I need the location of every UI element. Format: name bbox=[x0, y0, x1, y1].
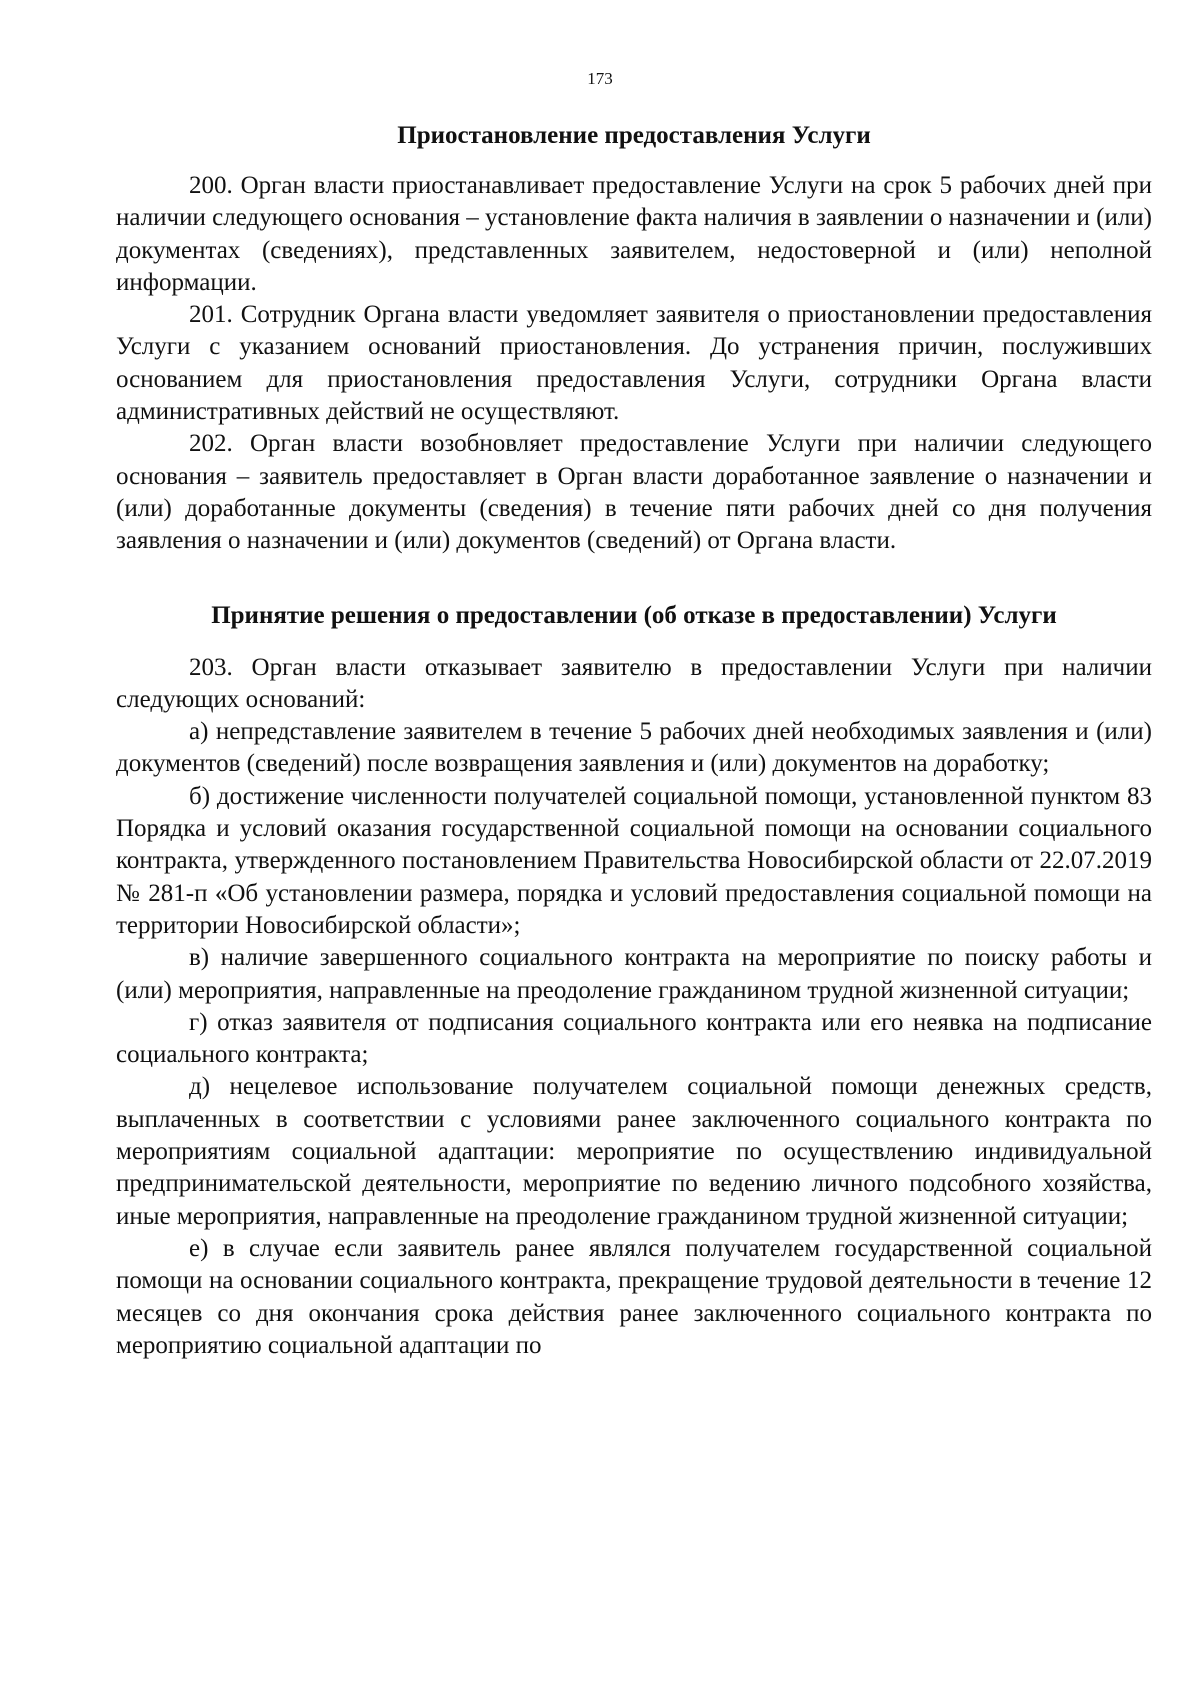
paragraph-201: 201. Сотрудник Органа власти уведомляет заявителя о приостановлении предоставления Услуги с указанием оснований приостановления. До устранения причин, послуживших основанием для приостановления предоставления Услуги, сотрудники Органа власти административных действий не осуществляют. bbox=[116, 301, 1152, 426]
page-number: 173 bbox=[587, 69, 613, 88]
paragraph-203-v: в) наличие завершенного социального контракта на мероприятие по поиску работы и (или) мероприятия, направленные на преодоление гражданином трудной жизненной ситуации; bbox=[116, 944, 1152, 1004]
section-heading-decision: Принятие решения о предоставлении (об отказе в предоставлении) Услуги bbox=[211, 601, 1057, 629]
paragraph-203-a: а) непредставление заявителем в течение 5 рабочих дней необходимых заявления и (или) документов (сведений) после возвращения заявления и (или) документов на доработку; bbox=[116, 718, 1152, 778]
paragraph-203-d: д) нецелевое использование получателем социальной помощи денежных средств, выплаченных в соответствии с условиями ранее заключенного социального контракта по мероприятиям социальной адаптации: мероприятие по осуществлению индивидуальной предпринимательской деятельности, мероприятие по ведению личного подсобного хозяйства, иные мероприятия, направленные на преодоление гражданином трудной жизненной ситуации; bbox=[116, 1073, 1152, 1230]
page-content bbox=[116, 116, 1152, 1362]
paragraph-203: 203. Орган власти отказывает заявителю в предоставлении Услуги при наличии следующих оснований: bbox=[116, 653, 1152, 713]
paragraph-203-g: г) отказ заявителя от подписания социального контракта или его неявка на подписание социального контракта; bbox=[116, 1008, 1152, 1069]
paragraph-202: 202. Орган власти возобновляет предоставление Услуги при наличии следующего основания – заявитель предоставляет в Орган власти доработанное заявление о назначении и (или) доработанные документы (сведения) в течение пяти рабочих дней со дня получения заявления о назначении и (или) документов (сведений) от Органа власти. bbox=[116, 430, 1152, 555]
section-heading-suspension: Приостановление предоставления Услуги bbox=[397, 122, 871, 149]
paragraph-203-e: е) в случае если заявитель ранее являлся получателем государственной социальной помощи на основании социального контракта, прекращение трудовой деятельности в течение 12 месяцев со дня окончания срока действия ранее заключенного социального контракта по мероприятию социальной адаптации по bbox=[116, 1234, 1152, 1359]
paragraph-203-b: б) достижение численности получателей социальной помощи, установленной пунктом 83 Порядка и условий оказания государственной социальной помощи на основании социального контракта, утвержденного постановлением Правительства Новосибирской области от 22.07.2019 № 281-п «Об установлении размера, порядка и условий предоставления социальной помощи на территории Новосибирской области»; bbox=[116, 782, 1152, 939]
paragraph-200: 200. Орган власти приостанавливает предоставление Услуги на срок 5 рабочих дней при наличии следующего основания – установление факта наличия в заявлении о назначении и (или) документах (сведениях), представленных заявителем, недостоверной и (или) неполной информации. bbox=[116, 172, 1153, 296]
